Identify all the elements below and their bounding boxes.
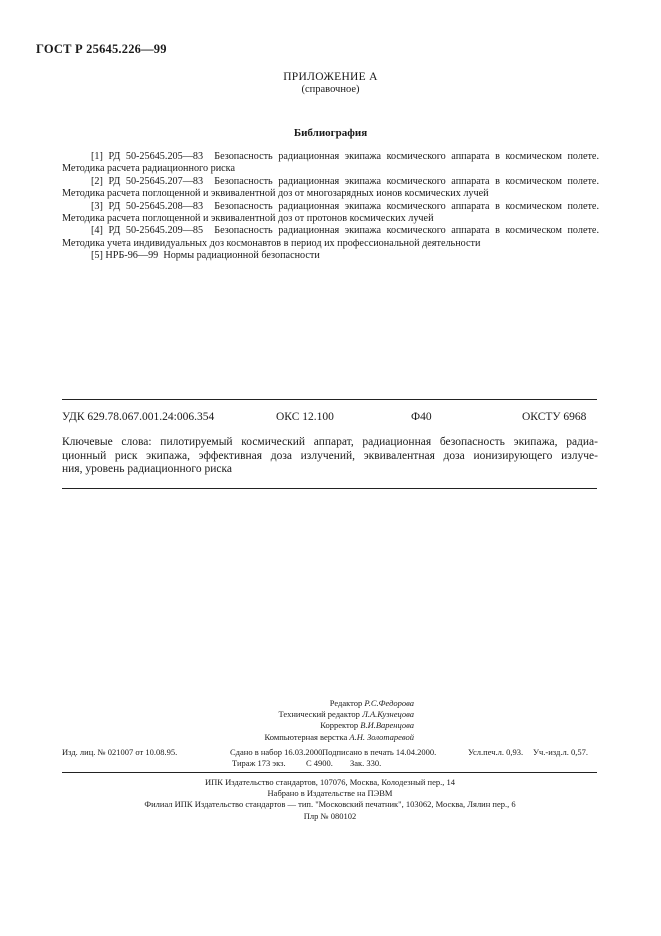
order-number: Зак. 330. [350, 758, 382, 768]
bibliography-title: Библиография [293, 127, 368, 139]
editor-row [254, 720, 414, 731]
editor-name: В.И.Варенцова [360, 720, 414, 731]
editor-role: Компьютерная верстка [264, 731, 348, 742]
publisher-footer [62, 777, 598, 822]
bibliography-ref: [2] РД 50-25645.207—83 [91, 175, 204, 187]
bibliography-text: Нормы радиационной безопасности [163, 250, 320, 262]
bibliography-text: Безопасность радиационная экипажа космического аппарата в космическом полете. Методика расчета радиационного риска [62, 151, 599, 175]
footer-line: ИПК Издательство стандартов, 107076, Москва, Колодезный пер., 14 [205, 777, 455, 787]
oks-code: ОКС 12.100 [276, 411, 334, 423]
footer-line: Плр № 080102 [303, 810, 357, 821]
bibliography-item [62, 176, 599, 201]
editor-row [254, 732, 414, 743]
c-value: С 4900. [306, 758, 333, 768]
bibliography-ref: [3] РД 50-25645.208—83 [91, 200, 204, 212]
editor-role: Технический редактор [278, 709, 360, 720]
bibliography-item [62, 250, 599, 262]
submitted-date: Сдано в набор 16.03.2000. [230, 747, 325, 757]
document-code: ГОСТ Р 25645.226—99 [36, 42, 167, 56]
f-code: Ф40 [411, 411, 432, 423]
divider-top [62, 399, 597, 400]
printed-sheets: Усл.печ.л. 0,93. [468, 747, 524, 757]
udk-code: УДК 629.78.067.001.24:006.354 [62, 411, 215, 423]
signed-date: Подписано в печать 14.04.2000. [322, 747, 437, 757]
bibliography-item [62, 151, 599, 176]
keywords-block [62, 436, 598, 477]
editor-row [254, 698, 414, 709]
footer-line: Филиал ИПК Издательство стандартов — тип. "Московский печатник", 103062, Москва, Лялин пер., 6 [144, 799, 516, 810]
okstu-code: ОКСТУ 6968 [522, 411, 587, 423]
bibliography-ref: [4] РД 50-25645.209—85 [91, 225, 204, 237]
divider-bottom [62, 772, 597, 773]
bibliography-ref: [1] РД 50-25645.205—83 [91, 151, 204, 162]
appendix-subtitle: (справочное) [301, 84, 360, 95]
print-run: Тираж 173 экз. [232, 758, 286, 768]
footer-line: Набрано в Издательстве на ПЭВМ [267, 788, 393, 799]
bibliography-ref: [5] НРБ-96—99 [91, 250, 159, 262]
editor-role: Корректор [320, 720, 359, 731]
bibliography-text: Безопасность радиационная экипажа космического аппарата в космическом полете. Методика учета индивидуальных доз космонавтов в период их профессиональной деятельности [62, 225, 599, 249]
bibliography-text: Безопасность радиационная экипажа космического аппарата в космическом полете. Методика расчета поглощенной и эквивалентной доз от протонов космических лучей [62, 200, 599, 225]
keywords-line: ния, уровень радиационного риска [62, 463, 233, 475]
bibliography-item [62, 225, 599, 250]
keywords-line: Ключевые слова: пилотируемый космический аппарат, радиационная безопасность экипажа, радиа- [62, 436, 598, 448]
bibliography-text: Безопасность радиационная экипажа космического аппарата в космическом полете. Методика расчета поглощенной и эквивалентной доз от многозарядных ионов космических лучей [62, 175, 599, 200]
editor-name: Р.С.Федорова [364, 698, 414, 708]
editor-role: Редактор [329, 698, 363, 708]
editor-row [254, 709, 414, 720]
license-info: Изд. лиц. № 021007 от 10.08.95. [62, 747, 178, 757]
keywords-line: ционный риск экипажа, эффективная доза излучений, эквивалентная доза ионизирующего излуче- [62, 449, 598, 462]
editor-name: Л.А.Кузнецова [362, 709, 414, 720]
divider-middle [62, 488, 597, 489]
publishing-sheets: Уч.-изд.л. 0,57. [533, 747, 588, 757]
editors-block [254, 698, 414, 743]
bibliography-list [62, 151, 599, 263]
bibliography-item [62, 201, 599, 226]
appendix-title: ПРИЛОЖЕНИЕ А [283, 71, 378, 83]
editor-name: А.Н. Золотаревой [349, 731, 414, 742]
